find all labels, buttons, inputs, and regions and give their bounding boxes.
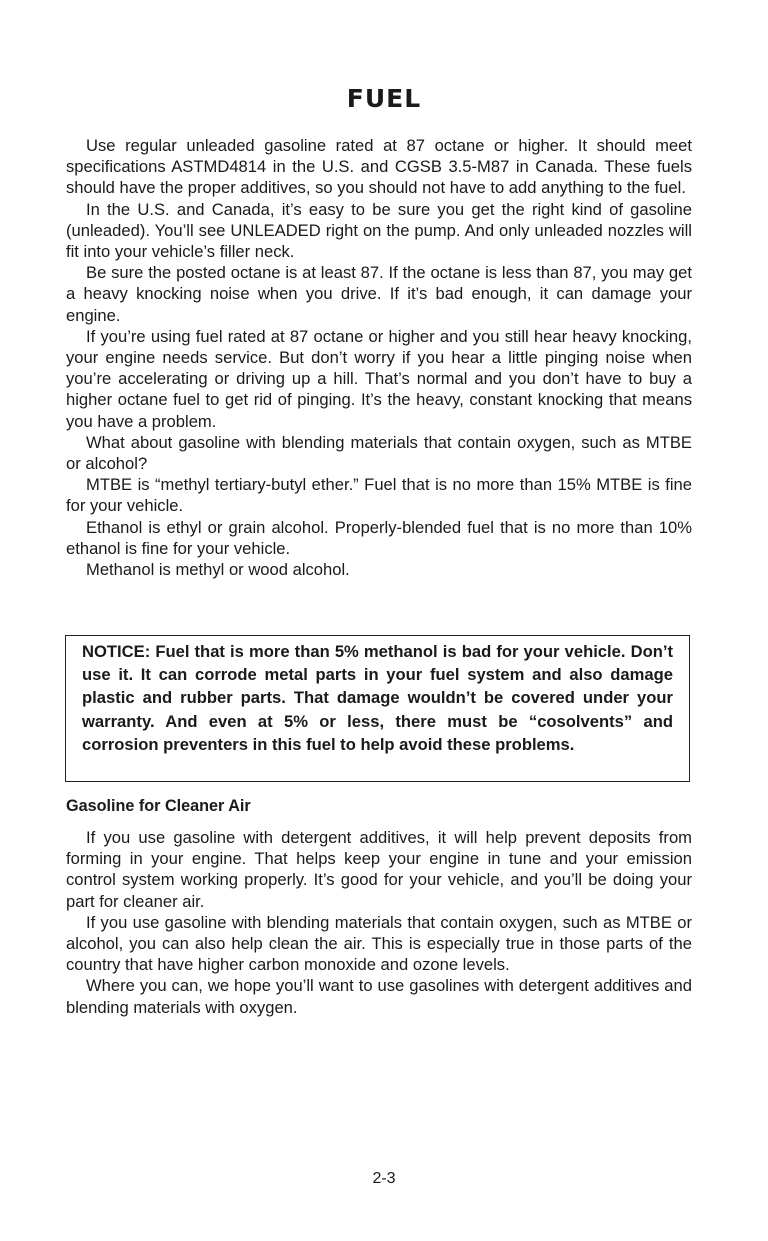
- paragraph: If you use gasoline with detergent additives, it will help prevent deposits from forming in your engine. That helps keep your engine in tune and your emission control system working properly. It’s good for your vehicle, and you’ll be doing your part for cleaner air.: [66, 828, 692, 911]
- paragraph: Use regular unleaded gasoline rated at 87 octane or higher. It should meet specifications ASTMD4814 in the U.S. and CGSB 3.5-M87 in Canada. These fuels should have the proper additives, so you should not have to add anything to the fuel.: [66, 136, 692, 198]
- notice-box: NOTICE: Fuel that is more than 5% methanol is bad for your vehicle. Don’t use it. It can corrode metal parts in your fuel system and also damage plastic and rubber parts. That damage wouldn’t be covered under your warranty. And even at 5% or less, there must be “cosolvents” and corrosion preventers in this fuel to help avoid these problems.: [65, 635, 690, 782]
- page-number: 2-3: [372, 1170, 396, 1187]
- paragraph: Methanol is methyl or wood alcohol.: [86, 560, 350, 580]
- paragraph: If you use gasoline with blending materials that contain oxygen, such as MTBE or alcohol, you can also help clean the air. This is especially true in those parts of the country that have higher carbon monoxide and ozone levels.: [66, 912, 692, 975]
- paragraph: Where you can, we hope you’ll want to use gasolines with detergent additives and blending materials with oxygen.: [66, 976, 692, 1017]
- paragraph: If you’re using fuel rated at 87 octane or higher and you still hear heavy knocking, your engine needs service. But don’t worry if you hear a little pinging noise when you’re accelerating or driving up a hill. That’s normal and you don’t have to buy a higher octane fuel to get rid of pinging. It’s the heavy, constant knocking that means you have a problem.: [66, 326, 692, 431]
- paragraph: Ethanol is ethyl or grain alcohol. Properly-blended fuel that is no more than 10% ethanol is fine for your vehicle.: [66, 517, 692, 558]
- paragraph: Be sure the posted octane is at least 87. If the octane is less than 87, you may get a heavy knocking noise when you drive. If it’s bad enough, it can damage your engine.: [66, 263, 692, 325]
- page-title: FUEL: [346, 84, 422, 113]
- paragraph: What about gasoline with blending materials that contain oxygen, such as MTBE or alcohol?: [66, 432, 692, 474]
- fuel-intro-section: [66, 135, 692, 580]
- paragraph: In the U.S. and Canada, it’s easy to be sure you get the right kind of gasoline (unleaded). You’ll see UNLEADED right on the pump. And only unleaded nozzles will fit into your vehicle’s filler neck.: [66, 199, 692, 262]
- cleaner-air-section: [66, 827, 692, 1018]
- section-heading-cleaner-air: Gasoline for Cleaner Air: [66, 797, 251, 815]
- paragraph: MTBE is “methyl tertiary-butyl ether.” Fuel that is no more than 15% MTBE is fine for your vehicle.: [66, 475, 692, 516]
